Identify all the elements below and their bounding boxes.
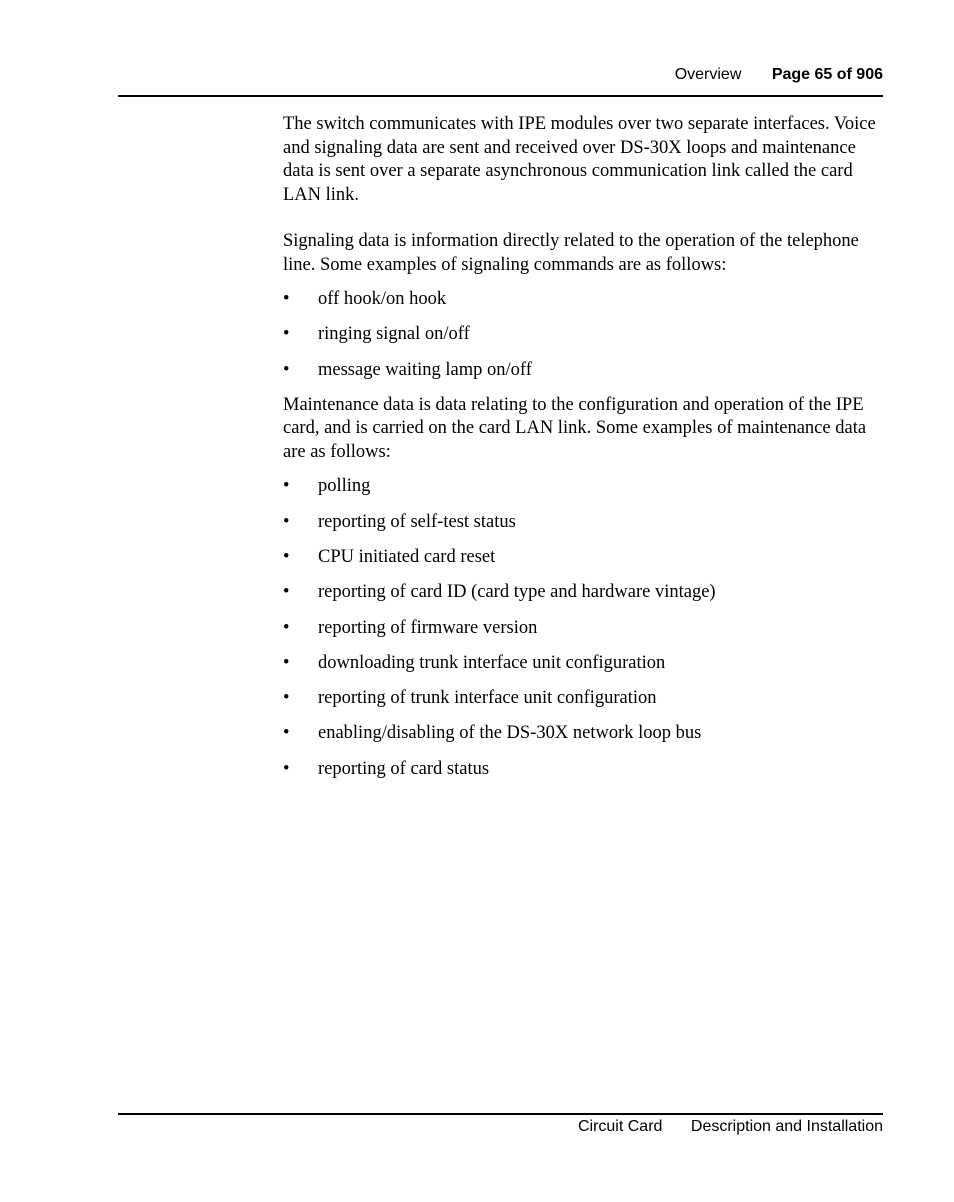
- maintenance-list: [283, 475, 885, 781]
- list-item-text: CPU initiated card reset: [318, 546, 496, 567]
- list-item: [283, 652, 885, 676]
- list-item: [283, 546, 885, 570]
- page-footer: [118, 1118, 883, 1140]
- list-item-text: reporting of self-test status: [318, 511, 516, 532]
- bullet-icon: •: [283, 511, 290, 532]
- list-item: [283, 288, 885, 312]
- bullet-icon: •: [283, 546, 290, 567]
- list-item-text: reporting of card status: [318, 758, 490, 779]
- list-item-text: ringing signal on/off: [318, 324, 470, 345]
- list-item: [283, 617, 885, 641]
- list-item-text: reporting of trunk interface unit configuration: [318, 688, 657, 709]
- main-content: [283, 113, 885, 793]
- page-number: Page 65 of 906: [771, 66, 883, 83]
- bullet-icon: •: [283, 289, 290, 309]
- list-item: [283, 475, 885, 499]
- list-item-text: off hook/on hook: [318, 289, 447, 309]
- list-item-text: enabling/disabling of the DS-30X network loop bus: [318, 723, 702, 744]
- list-item: [283, 758, 885, 782]
- bullet-icon: •: [283, 476, 290, 497]
- header-rule: [118, 95, 883, 97]
- signaling-list: [283, 288, 885, 382]
- list-item-text: reporting of card ID (card type and hardware vintage): [318, 582, 716, 603]
- list-item: [283, 323, 885, 347]
- section-title: Overview: [674, 66, 742, 83]
- bullet-icon: •: [283, 758, 290, 779]
- signaling-paragraph: Signaling data is information directly related to the operation of the telephone line. Some examples of signaling commands are as follows:: [283, 231, 859, 275]
- list-item: [283, 581, 885, 605]
- list-item-text: reporting of firmware version: [318, 617, 538, 638]
- bullet-icon: •: [283, 324, 290, 345]
- bullet-icon: •: [283, 359, 290, 380]
- list-item: [283, 687, 885, 711]
- bullet-icon: •: [283, 617, 290, 638]
- list-item-text: downloading trunk interface unit configuration: [318, 652, 666, 673]
- maintenance-paragraph: Maintenance data is data relating to the configuration and operation of the IPE card, and is carried on the card LAN link. Some examples of maintenance data are as follows:: [283, 394, 867, 462]
- footer-title-right: Description and Installation: [690, 1118, 883, 1135]
- list-item: [283, 359, 885, 383]
- list-item-text: polling: [318, 476, 371, 497]
- list-item-text: message waiting lamp on/off: [318, 359, 532, 380]
- bullet-icon: •: [283, 723, 290, 744]
- footer-rule: [118, 1113, 883, 1115]
- bullet-icon: •: [283, 582, 290, 603]
- list-item: [283, 511, 885, 535]
- footer-title-left: Circuit Card: [577, 1118, 663, 1135]
- bullet-icon: •: [283, 688, 290, 709]
- list-item: [283, 722, 885, 746]
- page-header: [118, 66, 883, 88]
- bullet-icon: •: [283, 652, 290, 673]
- intro-paragraph: The switch communicates with IPE modules over two separate interfaces. Voice and signaling data are sent and received over DS-30X loops and maintenance data is sent over a separate asynchronous communication link called the card LAN link.: [283, 114, 876, 205]
